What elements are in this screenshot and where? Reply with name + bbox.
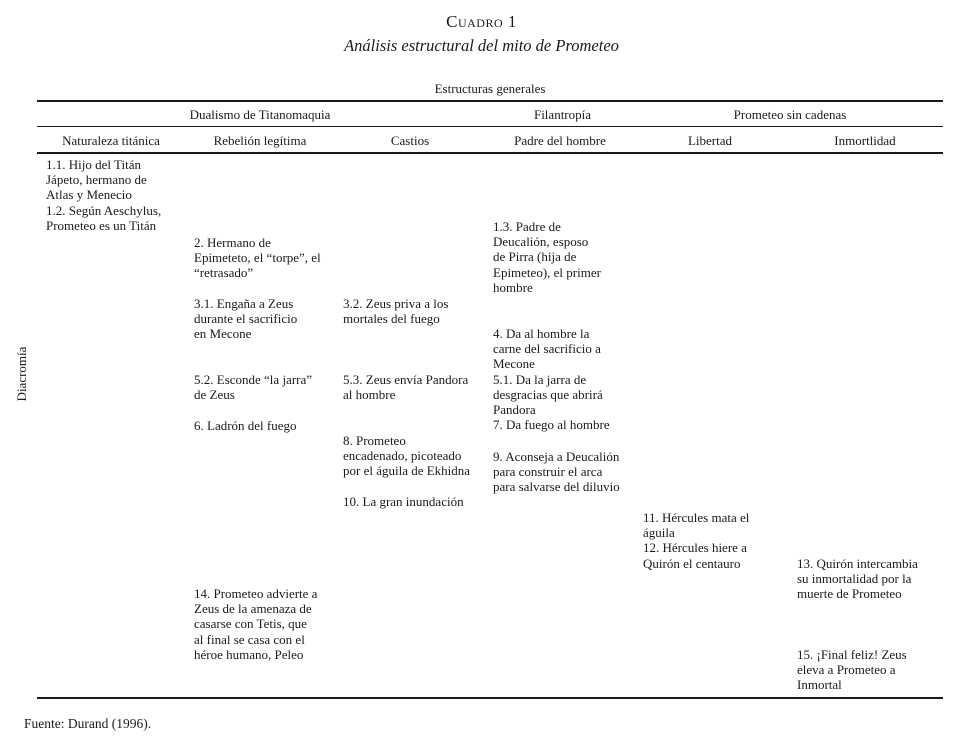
table-label: Cuadro 1 xyxy=(446,12,517,31)
table-cell: 11. Hércules mata el águila 12. Hércules hiere a Quirón el centauro xyxy=(643,510,750,571)
table-cell: 3.1. Engaña a Zeus durante el sacrificio en Mecone xyxy=(194,296,298,342)
table-caption: Análisis estructural del mito de Prometeo xyxy=(344,36,619,55)
group-header-filantropia: Filantropía xyxy=(533,107,592,122)
table-cell: 4. Da al hombre la carne del sacrificio a Mecone 5.1. Da la jarra de desgracias que abrirá Pandora 7. Da fuego al hombre xyxy=(493,326,610,433)
table-cell: 2. Hermano de Epimeteto, el “torpe”, el “retrasado” xyxy=(194,235,321,281)
table-cell: 14. Prometeo advierte a Zeus de la amenaza de casarse con Tetis, que al final se casa con el héroe humano, Peleo xyxy=(194,586,318,662)
group-rule xyxy=(37,126,943,127)
table-cell: 10. La gran inundación xyxy=(343,494,464,509)
column-header-castios: Castios xyxy=(390,133,430,148)
header-rule xyxy=(37,152,943,154)
column-header-naturaleza: Naturaleza titánica xyxy=(62,133,160,148)
table-cell: 5.3. Zeus envía Pandora al hombre xyxy=(343,372,469,403)
table-cell: 3.2. Zeus priva a los mortales del fuego xyxy=(343,296,449,327)
row-label-diacromia: Diacromía xyxy=(14,346,29,402)
table-cell: 1.3. Padre de Deucalión, esposo de Pirra (hija de Epimeteo), el primer hombre xyxy=(493,219,601,295)
source-note: Fuente: Durand (1996). xyxy=(24,716,152,731)
table-cell: 15. ¡Final feliz! Zeus eleva a Prometeo a Inmortal xyxy=(797,647,907,693)
table-cell: 8. Prometeo encadenado, picoteado por el águila de Ekhidna xyxy=(343,433,471,479)
column-header-padre: Padre del hombre xyxy=(514,133,606,148)
table-cell: 5.2. Esconde “la jarra” de Zeus xyxy=(194,372,313,403)
column-header-libertad: Libertad xyxy=(687,133,733,148)
column-header-rebelion: Rebelión legítima xyxy=(213,133,307,148)
table-cell: 9. Aconseja a Deucalión para construir el arca para salvarse del diluvio xyxy=(493,449,620,495)
table-cell: 13. Quirón intercambia su inmortalidad por la muerte de Prometeo xyxy=(797,556,918,602)
group-header-prometeo-sin-cadenas: Prometeo sin cadenas xyxy=(733,107,847,122)
bottom-rule xyxy=(37,697,943,699)
top-rule xyxy=(37,100,943,102)
table-cell: 6. Ladrón del fuego xyxy=(194,418,297,433)
column-header-inmortalidad: Inmortlidad xyxy=(834,133,896,148)
table-cell: 1.1. Hijo del Titán Jápeto, hermano de Atlas y Menecio 1.2. Según Aeschylus, Prometeo es un Titán xyxy=(46,157,162,233)
group-header-dualismo: Dualismo de Titanomaquia xyxy=(189,107,331,122)
super-header: Estructuras generales xyxy=(434,81,546,96)
